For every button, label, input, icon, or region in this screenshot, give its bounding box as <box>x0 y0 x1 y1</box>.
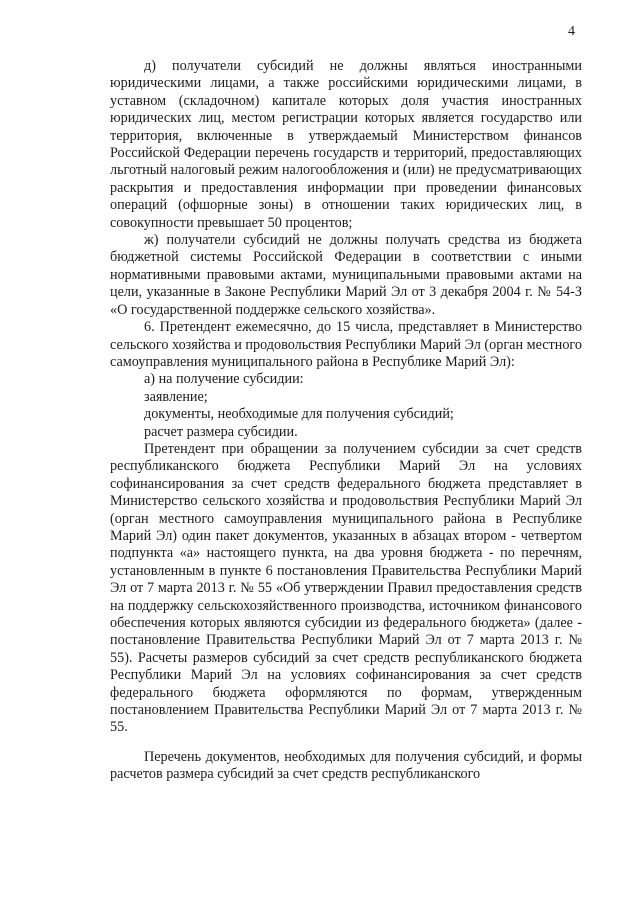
paragraph-calculation: расчет размера субсидии. <box>144 423 298 440</box>
paragraph-applicant: Претендент при обращении за получением субсидии за счет средств республиканского бюджета Республики Марий Эл на условиях софинансирования за счет средств федерального бюджета представляет в Министерство сельского хозяйства и продовольствия Республики Марий Эл (орган местного самоуправления муниципального района в Республике Марий Эл) один пакет документов, указанных в абзацах втором - четвертом подпункта «а» настоящего пункта, на два уровня бюджета - по перечням, установленным в пункте 6 постановления Правительства Республики Марий Эл от 7 марта 2013 г. № 55 «Об утверждении Правил предоставления средств на поддержку сельскохозяйственного производства, источником финансового обеспечения которых являются субсидии из федерального бюджета» (далее - постановление Правительства Республики Марий Эл от 7 марта 2013 г. № 55). Расчеты размеров субсидий за счет средств республиканского бюджета Республики Марий Эл на условиях софинансирования за счет средств федерального бюджета оформляются по формам, утвержденным постановлением Правительства Республики Марий Эл от 7 марта 2013 г. № 55. <box>110 440 582 736</box>
paragraph-item-6: 6. Претендент ежемесячно, до 15 числа, представляет в Министерство сельского хозяйства и продовольствия Республики Марий Эл (орган местного самоуправления муниципального района в Республике Марий Эл): <box>110 319 582 370</box>
paragraph-documents: документы, необходимые для получения субсидий; <box>144 406 454 423</box>
paragraph-subitem-a: а) на получение субсидии: <box>144 371 304 388</box>
paragraph-application: заявление; <box>144 388 208 405</box>
paragraph-subitem-zh: ж) получатели субсидий не должны получать средства из бюджета бюджетной системы Российской Федерации в соответствии с иными нормативными правовыми актами, муниципальными правовыми актами на цели, указанные в Законе Республики Марий Эл от 3 декабря 2004 г. № 54-З «О государственной поддержке сельского хозяйства». <box>110 232 582 318</box>
paragraph-subitem-d: д) получатели субсидий не должны являться иностранными юридическими лицами, а также российскими юридическими лицами, в уставном (складочном) капитале которых доля участия иностранных юридических лиц, местом регистрации которых является государство или территория, включенные в утверждаемый Министерством финансов Российской Федерации перечень государств и территорий, предоставляющих льготный налоговый режим налогообложения и (или) не предусматривающих раскрытия и предоставления информации при проведении финансовых операций (офшорные зоны) в отношении таких юридических лиц, в совокупности превышает 50 процентов; <box>110 58 582 231</box>
paragraph-list-of-documents: Перечень документов, необходимых для получения субсидий, и формы расчетов размера субсидий за счет средств республиканского <box>110 748 582 783</box>
page-number: 4 <box>568 24 575 39</box>
document-body <box>110 58 582 784</box>
